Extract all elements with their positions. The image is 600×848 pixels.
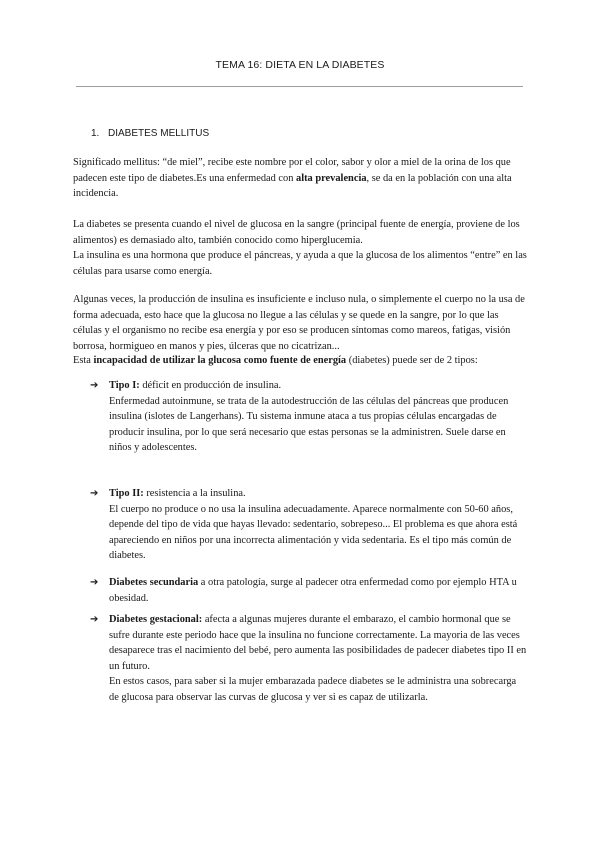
intro-paragraph	[73, 155, 528, 202]
types-intro-post: (diabetes) puede ser de 2 tipos:	[346, 355, 478, 366]
intro-text-post: , se da en la población con una alta incidencia.	[73, 172, 512, 199]
intro-text-bold: alta prevalencia	[296, 172, 367, 184]
type-lead: resistencia a la insulina.	[143, 488, 246, 499]
types-intro	[73, 353, 528, 369]
section-number: 1.	[91, 128, 100, 139]
type-body: Enfermedad autoinmune, se trata de la autodestrucción de las células del páncreas que producen insulina (islotes de Langerhans). Tu sistema inmune ataca a tus propias células encargadas de producir insulina, por lo que será necesario que estas personas se la administren. Suele darse en niños y adolescentes.	[109, 395, 509, 453]
type-label: Tipo II:	[109, 488, 144, 499]
type-label: Diabetes secundaria	[109, 577, 199, 588]
glucose-text: La diabetes se presenta cuando el nivel de glucosa en la sangre (principal fuente de energía, proviene de los alimentos) es demasiado alto, también conocido como hiperglucemia.	[73, 219, 520, 246]
arrow-icon: ➔	[90, 488, 99, 499]
symptoms-text: Algunas veces, la producción de insulina es insuficiente e incluso nula, o simplemente el cuerpo no la usa de forma adecuada, esto hace que la glucosa no llegue a las células y se quede en la sangre, por lo que las células y el organismo no recibe esa energía y por eso se producen síntomas como mareos, fatigas, visión borrosa, hormigueo en manos y pies, úlceras que no cicatrizan...	[73, 294, 525, 352]
symptoms-paragraph	[73, 292, 528, 354]
arrow-icon: ➔	[90, 614, 99, 625]
type-label: Diabetes gestacional:	[109, 614, 203, 625]
intro-text-pre: Significado mellitus: “de miel”, recibe este nombre por el color, sabor y olor a miel de la orina de los que padecen este tipo de diabetes.Es una enfermedad con	[73, 157, 511, 184]
type-lead: déficit en producción de insulina.	[139, 380, 282, 391]
section-title: DIABETES MELLITUS	[108, 128, 210, 139]
section-heading	[91, 128, 209, 139]
types-intro-bold: incapacidad de utilizar la glucosa como fuente de energía	[93, 355, 347, 366]
type-label: Tipo I:	[109, 380, 140, 391]
type-lead: a otra patología, surge al padecer otra enfermedad como por ejemplo HTA u obesidad.	[109, 577, 517, 604]
type-body: El cuerpo no produce o no usa la insulina adecuadamente. Aparece normalmente con 50-60 años, depende del tipo de vida que hayas llevado: sedentario, sobrepeso... El problema es que ahora está apareciendo en niños por una incorrecta alimentación y vida sedentaria. Es el tipo más común de diabetes.	[109, 503, 518, 561]
type-body: En estos casos, para saber si la mujer embarazada padece diabetes se le administra una sobrecarga de glucosa para observar las curvas de glucosa y ver si es capaz de utilizarla.	[109, 676, 517, 703]
insulin-text: La insulina es una hormona que produce el páncreas, y ayuda a que la glucosa de los alimentos “entre” en las células para usarse como energía.	[73, 250, 527, 277]
arrow-icon: ➔	[90, 380, 99, 391]
title-divider	[76, 86, 523, 87]
types-intro-pre: Esta	[73, 355, 94, 366]
arrow-icon: ➔	[90, 577, 99, 588]
glucose-paragraph	[73, 217, 528, 279]
type-lead: afecta a algunas mujeres durante el embarazo, el cambio hormonal que se sufre durante este periodo hace que la insulina no funcione correctamente. La mayoria de las veces desaparece tras el nacimiento del bebé, pero aumenta las posibilidades de padecer diabetes tipo II en un futuro.	[109, 614, 527, 672]
document-title: TEMA 16: DIETA EN LA DIABETES	[215, 59, 385, 71]
